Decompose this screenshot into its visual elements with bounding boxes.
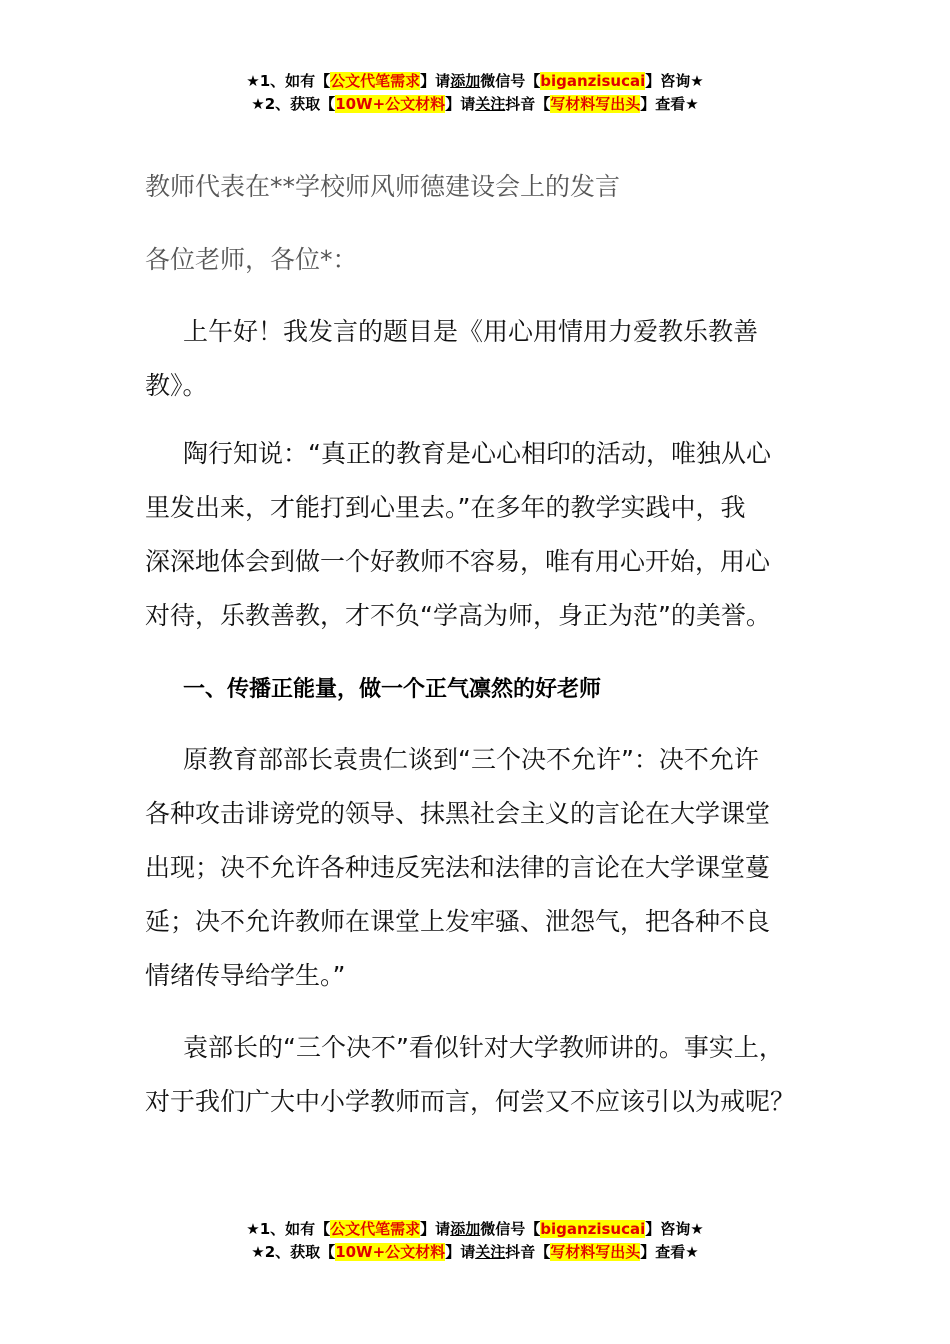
- banner-text: ★2、获取【: [251, 95, 336, 113]
- banner-text: 抖音【: [505, 95, 551, 113]
- banner-text: ★1、如有【: [246, 1220, 331, 1238]
- paragraph-4: [145, 1021, 825, 1129]
- banner-highlight: 公文代笔需求: [330, 72, 421, 90]
- paragraph-line: 对待，乐教善教，才不负“学高为师，身正为范”的美誉。: [145, 601, 771, 630]
- paragraph-line: 延；决不允许教师在课堂上发牢骚、泄怨气，把各种不良: [145, 907, 771, 936]
- paragraph-line: 上午好！我发言的题目是《用心用情用力爱教乐教善: [183, 317, 759, 346]
- paragraph-line: 陶行知说：“真正的教育是心心相印的活动，唯独从心: [183, 439, 771, 468]
- banner-text: 】请: [445, 1243, 476, 1261]
- banner-line-1: [0, 70, 950, 93]
- paragraph-2: [145, 427, 825, 643]
- banner-line-2: [0, 1241, 950, 1264]
- banner-text: 】查看★: [640, 1243, 699, 1261]
- banner-highlight: 写材料写出头: [550, 95, 641, 113]
- paragraph-line: 原教育部部长袁贵仁谈到“三个决不允许”：决不允许: [183, 745, 759, 774]
- paragraph-line: 各种攻击诽谤党的领导、抹黑社会主义的言论在大学课堂: [145, 799, 771, 828]
- banner-text: 】查看★: [640, 95, 699, 113]
- banner-line-1: [0, 1218, 950, 1241]
- paragraph-line: 对于我们广大中小学教师而言，何尝又不应该引以为戒呢？: [145, 1087, 796, 1116]
- paragraph-line: 情绪传导给学生。”: [145, 961, 346, 990]
- paragraph-line: 深深地体会到做一个好教师不容易，唯有用心开始，用心: [145, 547, 771, 576]
- document-title: 教师代表在**学校师风师德建设会上的发言: [145, 172, 621, 201]
- top-banner: [0, 70, 950, 116]
- paragraph-line: 出现；决不允许各种违反宪法和法律的言论在大学课堂蔓: [145, 853, 771, 882]
- banner-highlight: 公文代笔需求: [330, 1220, 421, 1238]
- banner-text: 微信号【: [480, 1220, 541, 1238]
- banner-text: ★2、获取【: [251, 1243, 336, 1261]
- banner-underlined: 添加: [450, 1220, 481, 1238]
- banner-text: 】请: [420, 72, 451, 90]
- banner-text: ★1、如有【: [246, 72, 331, 90]
- banner-highlight: biganzisucai: [540, 72, 646, 90]
- paragraph-1: [145, 305, 825, 413]
- banner-text: 】请: [420, 1220, 451, 1238]
- banner-underlined: 添加: [450, 72, 481, 90]
- banner-text: 】请: [445, 95, 476, 113]
- paragraph-line: 里发出来，才能打到心里去。”在多年的教学实践中，我: [145, 493, 746, 522]
- paragraph-line: 教》。: [145, 371, 208, 400]
- banner-highlight: 10W+公文材料: [335, 95, 446, 113]
- banner-highlight: 10W+公文材料: [335, 1243, 446, 1261]
- banner-text: 】咨询★: [645, 1220, 704, 1238]
- banner-underlined: 关注: [475, 95, 506, 113]
- banner-text: 抖音【: [505, 1243, 551, 1261]
- paragraph-line: 袁部长的“三个决不”看似针对大学教师讲的。事实上，: [183, 1033, 784, 1062]
- banner-line-2: [0, 93, 950, 116]
- bottom-banner: [0, 1218, 950, 1264]
- banner-text: 】咨询★: [645, 72, 704, 90]
- paragraph-3: [145, 733, 825, 1003]
- greeting: 各位老师，各位*：: [145, 245, 358, 274]
- section-heading: 一、传播正能量，做一个正气凛然的好老师: [183, 677, 602, 702]
- banner-text: 微信号【: [480, 72, 541, 90]
- banner-highlight: 写材料写出头: [550, 1243, 641, 1261]
- banner-highlight: biganzisucai: [540, 1220, 646, 1238]
- banner-underlined: 关注: [475, 1243, 506, 1261]
